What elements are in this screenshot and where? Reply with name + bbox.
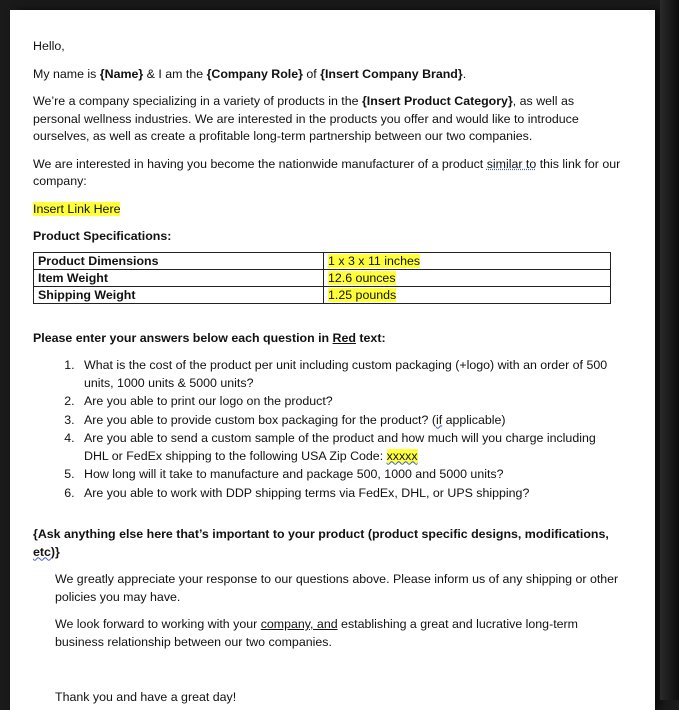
role-placeholder: {Company Role} <box>206 66 303 81</box>
specs-table <box>33 252 611 304</box>
spec-value: 12.6 ounces <box>324 269 611 286</box>
letter-body <box>33 38 623 710</box>
specs-heading: Product Specifications: <box>33 229 172 243</box>
link-placeholder: Insert Link Here <box>33 201 121 216</box>
list-item: 2. Are you able to print our logo on the product? <box>78 393 623 411</box>
spec-label: Shipping Weight <box>34 286 324 303</box>
manufacturer-paragraph: We are interested in having you become the nationwide manufacturer of a product similar to this link for our company: <box>33 156 621 188</box>
greeting: Hello, <box>33 39 65 53</box>
questions-list <box>33 357 623 502</box>
brand-placeholder: {Insert Company Brand} <box>320 66 463 81</box>
document-page <box>10 10 655 710</box>
window-edge <box>660 0 679 700</box>
table-row <box>34 269 611 286</box>
name-placeholder: {Name} <box>99 66 144 81</box>
ask-anything-line: {Ask anything else here that’s important to your product (product specific designs, modifications, etc)} <box>33 527 609 559</box>
company-paragraph: We’re a company specializing in a variety of products in the {Insert Product Category}, as well as personal wellness industries. We are interested in the products you offer and would like to introduce ourselves, as well as create a profitable long-term partnership between our two companies. <box>33 94 579 143</box>
intro-line: My name is {Name} & I am the {Company Role} of {Insert Company Brand}. <box>33 66 467 81</box>
spec-value: 1.25 pounds <box>324 286 611 303</box>
list-item: 4. Are you able to send a custom sample of the product and how much will you charge including DHL or FedEx shipping to the following USA Zip Code: xxxxx <box>78 430 623 465</box>
list-item: 5. How long will it take to manufacture and package 500, 1000 and 5000 units? <box>78 466 623 484</box>
category-placeholder: {Insert Product Category} <box>361 94 513 108</box>
answers-heading: Please enter your answers below each question in Red text: <box>33 330 386 345</box>
closing-line: Thank you and have a great day! <box>55 690 237 704</box>
look-forward-paragraph: We look forward to working with your company, and establishing a great and lucrative long-term business relationship between our two companies. <box>55 617 578 649</box>
table-row <box>34 286 611 303</box>
proofing-mark: similar to <box>486 156 537 171</box>
spec-value: 1 x 3 x 11 inches <box>324 252 611 269</box>
table-row <box>34 252 611 269</box>
list-item: 3. Are you able to provide custom box packaging for the product? (if applicable) <box>78 412 623 430</box>
spec-label: Item Weight <box>34 269 324 286</box>
list-item: 6. Are you able to work with DDP shipping terms via FedEx, DHL, or UPS shipping? <box>78 485 623 503</box>
appreciate-paragraph: We greatly appreciate your response to our questions above. Please inform us of any shipping or other policies you may have. <box>55 572 619 604</box>
zip-placeholder: xxxxx <box>386 448 418 463</box>
list-item: 1. What is the cost of the product per unit including custom packaging (+logo) with an order of 500 units, 1000 units & 5000 units? <box>78 357 623 392</box>
spec-label: Product Dimensions <box>34 252 324 269</box>
